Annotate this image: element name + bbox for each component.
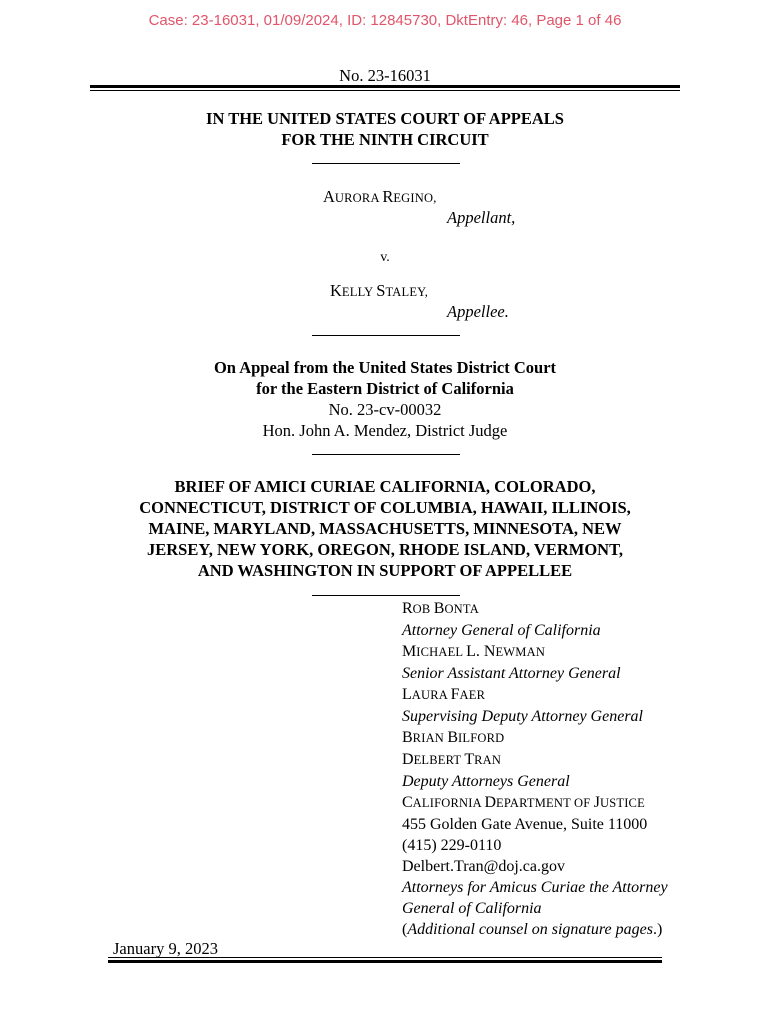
brief-title-line-3: MAINE, MARYLAND, MASSACHUSETTS, MINNESOTA, NEW (148, 519, 622, 538)
separator-rule (312, 595, 460, 596)
counsel-bonta-title: Attorney General of California (402, 622, 601, 639)
brief-title-line-1: BRIEF OF AMICI CURIAE CALIFORNIA, COLORADO, (174, 477, 596, 496)
counsel-newman-title: Senior Assistant Attorney General (402, 665, 621, 682)
docket-stamp: Case: 23-16031, 01/09/2024, ID: 12845730, DktEntry: 46, Page 1 of 46 (148, 12, 622, 29)
separator-rule (312, 163, 460, 164)
district-judge: Hon. John A. Mendez, District Judge (262, 421, 508, 440)
appeal-line-1: On Appeal from the United States District Court (213, 358, 557, 377)
counsel-tran: DELBERT TRAN (402, 751, 502, 768)
counsel-block (402, 598, 668, 940)
counsel-newman: MICHAEL L. NEWMAN (402, 643, 546, 660)
counsel-department: CALIFORNIA DEPARTMENT OF JUSTICE (402, 794, 645, 811)
brief-title-line-4: JERSEY, NEW YORK, OREGON, RHODE ISLAND, VERMONT, (147, 540, 623, 559)
top-thin-rule (90, 90, 680, 91)
brief-title-line-5: AND WASHINGTON IN SUPPORT OF APPELLEE (197, 561, 573, 580)
counsel-faer: LAURA FAER (402, 686, 486, 703)
appellant-role: Appellant, (447, 208, 516, 227)
brief-title-line-2: CONNECTICUT, DISTRICT OF COLUMBIA, HAWAII, ILLINOIS, (139, 498, 631, 517)
counsel-additional-note: (Additional counsel on signature pages.) (402, 921, 663, 938)
bottom-thin-rule (108, 957, 662, 958)
top-double-rule (90, 85, 680, 88)
court-name-line-2: FOR THE NINTH CIRCUIT (281, 130, 489, 149)
appellee-name: KELLY STALEY, (330, 281, 429, 300)
case-number: No. 23-16031 (339, 66, 431, 85)
appellee-role: Appellee. (447, 302, 509, 321)
court-name-line-1: IN THE UNITED STATES COURT OF APPEALS (206, 109, 564, 128)
bottom-double-rule (108, 960, 662, 963)
appeal-line-2: for the Eastern District of California (256, 379, 514, 398)
versus: v. (380, 250, 390, 265)
counsel-email: Delbert.Tran@doj.ca.gov (402, 858, 565, 875)
counsel-bonta: ROB BONTA (402, 600, 479, 617)
counsel-bilford: BRIAN BILFORD (402, 729, 505, 746)
separator-rule (312, 454, 460, 455)
district-case-number: No. 23-cv-00032 (328, 400, 442, 419)
separator-rule (312, 335, 460, 336)
counsel-address: 455 Golden Gate Avenue, Suite 11000 (402, 816, 648, 833)
filing-date: January 9, 2023 (113, 939, 218, 958)
counsel-deputies-title: Deputy Attorneys General (402, 773, 570, 790)
counsel-attorneys-for-line-1: Attorneys for Amicus Curiae the Attorney (402, 879, 668, 896)
counsel-attorneys-for-line-2: General of California (402, 900, 542, 917)
counsel-phone: (415) 229-0110 (402, 837, 502, 854)
counsel-faer-title: Supervising Deputy Attorney General (402, 708, 643, 725)
appellant-name: AURORA REGINO, (323, 187, 437, 206)
